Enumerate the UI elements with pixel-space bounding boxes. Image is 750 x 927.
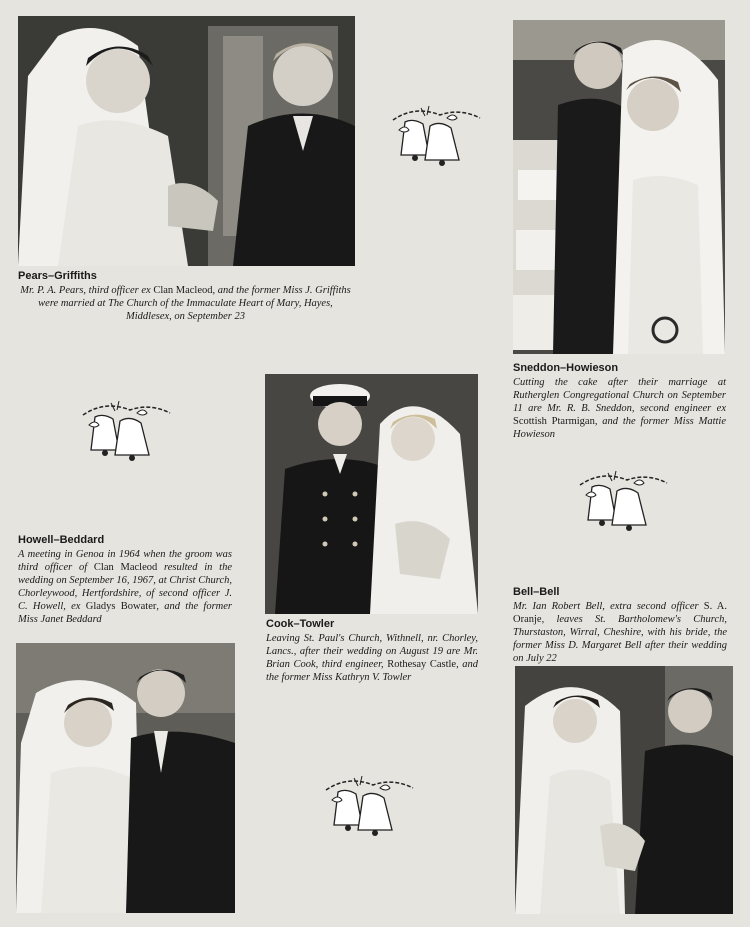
cook-towler-photo: [265, 374, 478, 614]
caption-text: A meeting in Genoa in 1964 when the groom was third officer of Clan Macleod resulted in the wedding on September 16, 1967, at Christ Church, Chorleywood, Hertfordshire, of second officer J. C. Howell, ex Gladys Bowater, and the former Miss Janet Beddard: [18, 549, 233, 625]
wedding-bells-icon: [385, 100, 485, 172]
howell-beddard-photo: [16, 643, 235, 913]
wedding-bells-icon: [572, 465, 672, 537]
caption-heading: Bell–Bell: [513, 586, 560, 598]
bell-bell-caption: [513, 586, 727, 665]
caption-text: Mr. Ian Robert Bell, extra second officer S. A. Oranje, leaves St. Bartholomew's Church, Thurstaston, Wirral, Cheshire, with his bride, the former Miss D. Margaret Bell after their wedding on July 22: [513, 601, 727, 664]
howell-beddard-caption: [18, 534, 232, 626]
pears-griffiths-caption: [18, 270, 353, 323]
caption-heading: Howell–Beddard: [18, 534, 105, 546]
wedding-bells-icon: [318, 770, 418, 842]
caption-text: Cutting the cake after their marriage at Rutherglen Congregational Church on September 11 are Mr. R. B. Sneddon, second engineer ex Scottish Ptarmigan, and the former Miss Mattie Howieson: [513, 377, 726, 440]
caption-text: Mr. P. A. Pears, third officer ex Clan Macleod, and the former Miss J. Griffiths were married at The Church of the Immaculate Heart of Mary, Hayes, Middlesex, on September 23: [20, 285, 351, 322]
caption-heading: Cook–Towler: [266, 618, 335, 630]
wedding-bells-icon: [75, 395, 175, 467]
caption-heading: Pears–Griffiths: [18, 270, 97, 282]
sneddon-howieson-photo: [513, 20, 725, 354]
caption-text: Leaving St. Paul's Church, Withnell, nr. Chorley, Lancs., after their wedding on August 19 are Mr. Brian Cook, third engineer, Rothesay Castle, and the former Miss Kathryn V. Towler: [266, 633, 479, 683]
bell-bell-photo: [515, 666, 733, 914]
pears-griffiths-photo: [18, 16, 355, 266]
sneddon-howieson-caption: [513, 362, 726, 441]
caption-heading: Sneddon–Howieson: [513, 362, 619, 374]
cook-towler-caption: [266, 618, 478, 684]
